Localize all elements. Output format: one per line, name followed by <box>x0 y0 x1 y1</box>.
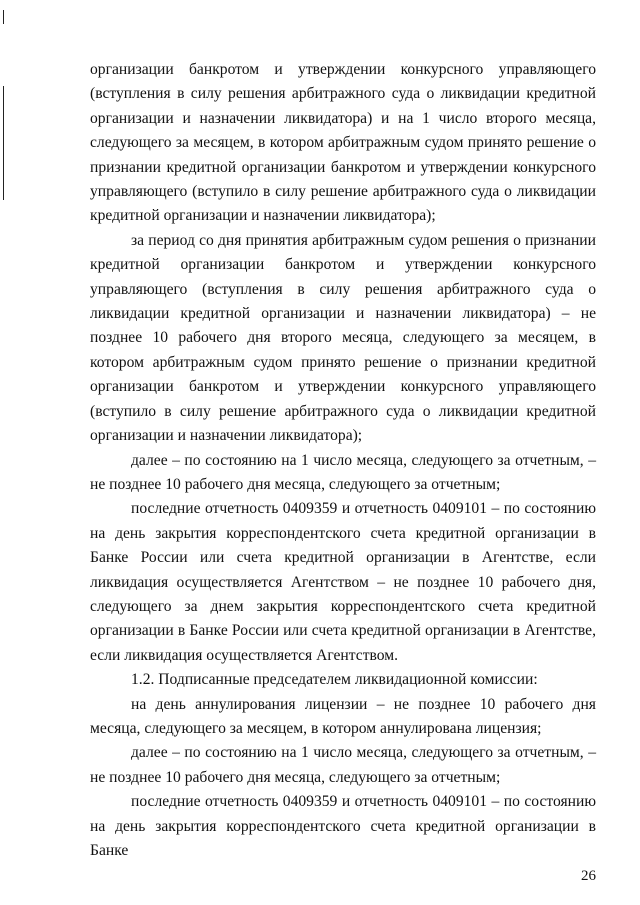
paragraph-1: организации банкротом и утверждении конкурсного управляющего (вступления в силу решения арбитражного суда о ликвидации кредитной организации и назначении ликвидатора) и на 1 число второго месяца, следующего за месяцем, в котором арбитражным судом принято решение о признании кредитной организации банкротом и утверждении конкурсного управляющего (вступило в силу решение арбитражного суда о ликвидации кредитной организации и назначении ликвидатора); <box>90 61 596 225</box>
paragraph-8: последние отчетность 0409359 и отчетность 0409101 – по состоянию на день закрытия корреспондентского счета кредитной организации в Банке <box>90 793 596 859</box>
paragraph-7: далее – по состоянию на 1 число месяца, следующего за отчетным, – не позднее 10 рабочего дня месяца, следующего за отчетным; <box>90 744 596 786</box>
paragraph-4: последние отчетность 0409359 и отчетность 0409101 – по состоянию на день закрытия корреспондентского счета кредитной организации в Банке России или счета кредитной организации в Агентстве, если ликвидация осуществляется Агентством – не позднее 10 рабочего дня, следующего за днем закрытия корреспондентского счета кредитной организации в Банке России или счета кредитной организации в Агентстве, если ликвидация осуществляется Агентством. <box>90 500 596 664</box>
section-heading-1-2: 1.2. Подписанные председателем ликвидационной комиссии: <box>131 671 538 689</box>
paragraph-3: далее – по состоянию на 1 число месяца, следующего за отчетным, – не позднее 10 рабочего дня месяца, следующего за отчетным; <box>90 451 596 493</box>
paragraph-2: за период со дня принятия арбитражным судом решения о признании кредитной организации банкротом и утверждении конкурсного управляющего (вступления в силу решения арбитражного суда о ликвидации кредитной организации и назначении ликвидатора) – не позднее 10 рабочего дня второго месяца, следующего за месяцем, в котором арбитражным судом принято решение о признании кредитной организации банкротом и утверждении конкурсного управляющего (вступило в силу решение арбитражного суда о ликвидации кредитной организации и назначении ликвидатора); <box>90 231 596 445</box>
margin-mark-top <box>3 10 4 24</box>
paragraph-6: на день аннулирования лицензии – не позднее 10 рабочего дня месяца, следующего за месяцем, в котором аннулирована лицензия; <box>90 695 596 737</box>
page-number: 26 <box>581 868 596 884</box>
document-body <box>90 58 596 863</box>
margin-mark-revision <box>3 86 4 200</box>
